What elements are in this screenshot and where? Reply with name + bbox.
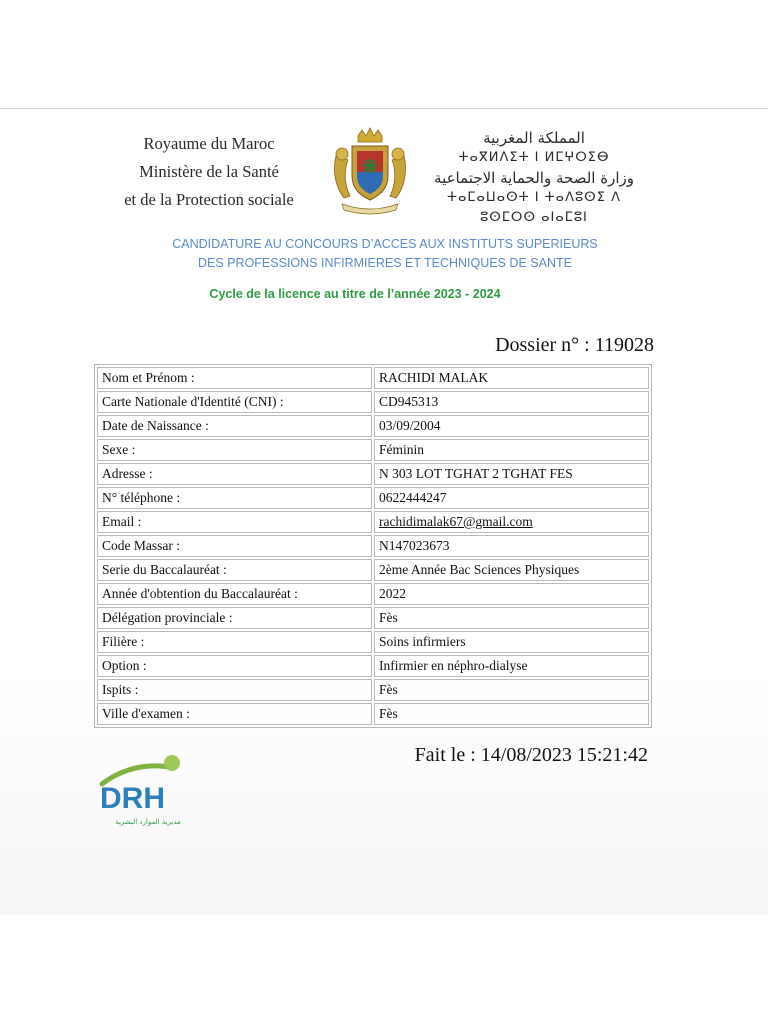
table-row-cni <box>97 391 649 413</box>
field-value: Féminin <box>374 439 649 461</box>
field-value: N 303 LOT TGHAT 2 TGHAT FES <box>374 463 649 485</box>
cycle-subtitle: Cycle de la licence au titre de l’année 2023 - 2024 <box>209 287 501 301</box>
field-label: Code Massar : <box>97 535 372 557</box>
field-value: Infirmier en néphro-dialyse <box>374 655 649 677</box>
field-label: Adresse : <box>97 463 372 485</box>
table-row-ispits <box>97 679 649 701</box>
contest-title-line-1: CANDIDATURE AU CONCOURS D’ACCES AUX INSTITUTS SUPERIEURS <box>172 237 598 251</box>
email-link[interactable]: rachidimalak67@gmail.com <box>379 514 533 529</box>
table-row-option <box>97 655 649 677</box>
issued-timestamp: Fait le : 14/08/2023 15:21:42 <box>414 744 648 766</box>
table-row-field <box>97 631 649 653</box>
drh-logo <box>98 750 190 828</box>
table-row-name <box>97 367 649 389</box>
table-row-sex <box>97 439 649 461</box>
header-fr-line-1: Royaume du Maroc <box>143 134 275 153</box>
drh-logo-subtitle: مديرية الموارد البشرية <box>115 818 181 826</box>
field-value: 2022 <box>374 583 649 605</box>
drh-logo-dot <box>164 755 180 771</box>
field-label: Année d'obtention du Baccalauréat : <box>97 583 372 605</box>
dossier-number: Dossier n° : 119028 <box>495 334 654 356</box>
field-value: Fès <box>374 607 649 629</box>
field-label: Ispits : <box>97 679 372 701</box>
field-label: Option : <box>97 655 372 677</box>
table-row-birth-date <box>97 415 649 437</box>
field-label: Serie du Baccalauréat : <box>97 559 372 581</box>
field-label: Date de Naissance : <box>97 415 372 437</box>
header-arabic <box>424 128 644 228</box>
field-label: Nom et Prénom : <box>97 367 372 389</box>
header-fr-line-2: Ministère de la Santé <box>139 162 279 181</box>
candidate-info-table <box>94 364 652 728</box>
field-value: Fès <box>374 679 649 701</box>
header-fr-line-3: et de la Protection sociale <box>124 190 294 209</box>
table-row-bac-year <box>97 583 649 605</box>
header-ar-line-2: وزارة الصحة والحماية الاجتماعية <box>434 169 634 187</box>
field-value: 03/09/2004 <box>374 415 649 437</box>
header-tifinagh-line-2: ⵜⴰⵎⴰⵡⴰⵙⵜ ⵏ ⵜⴰⴷⵓⵙⵉ ⴷ ⵓⵙⵎⵔⵙ ⴰⵏⴰⵎⵓⵏ <box>447 190 621 225</box>
table-row-phone <box>97 487 649 509</box>
table-row-email <box>97 511 649 533</box>
field-value: 0622444247 <box>374 487 649 509</box>
field-label: N° téléphone : <box>97 487 372 509</box>
table-row-exam-city <box>97 703 649 725</box>
field-value: Soins infirmiers <box>374 631 649 653</box>
table-row-address <box>97 463 649 485</box>
field-value: 2ème Année Bac Sciences Physiques <box>374 559 649 581</box>
field-value: RACHIDI MALAK <box>374 367 649 389</box>
table-row-bac-series <box>97 559 649 581</box>
field-label: Ville d'examen : <box>97 703 372 725</box>
contest-title-line-2: DES PROFESSIONS INFIRMIERES ET TECHNIQUES DE SANTE <box>198 256 572 270</box>
header-ar-line-1: المملكة المغربية <box>483 129 585 147</box>
field-label: Email : <box>97 511 372 533</box>
header-french <box>100 130 318 214</box>
field-value: N147023673 <box>374 535 649 557</box>
drh-logo-text: DRH <box>100 782 165 815</box>
field-value: Fès <box>374 703 649 725</box>
moroccan-coat-of-arms-emblem <box>330 126 410 216</box>
table-row-massar-code <box>97 535 649 557</box>
field-value: CD945313 <box>374 391 649 413</box>
field-label: Filière : <box>97 631 372 653</box>
field-value <box>374 511 649 533</box>
field-label: Sexe : <box>97 439 372 461</box>
contest-title <box>110 235 660 273</box>
field-label: Carte Nationale d'Identité (CNI) : <box>97 391 372 413</box>
table-row-delegation <box>97 607 649 629</box>
field-label: Délégation provinciale : <box>97 607 372 629</box>
header-tifinagh-line-1: ⵜⴰⴳⵍⴷⵉⵜ ⵏ ⵍⵎⵖⵔⵉⴱ <box>458 150 610 165</box>
